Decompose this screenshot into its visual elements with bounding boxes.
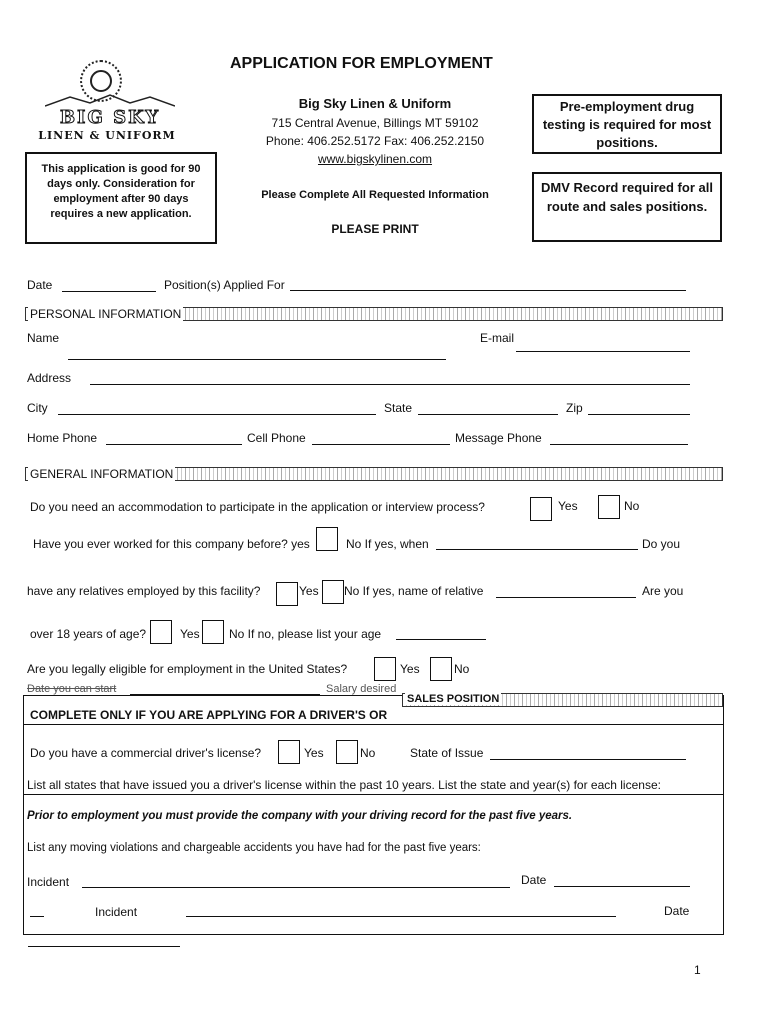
salary-label: Salary desired: [326, 683, 397, 695]
worked-before-question: Have you ever worked for this company before? yes: [33, 537, 310, 551]
accommodation-yes-checkbox[interactable]: [530, 497, 552, 521]
zip-label: Zip: [566, 401, 583, 415]
cdl-yes-label: Yes: [304, 746, 324, 760]
cdl-no-label: No: [360, 746, 376, 760]
company-address: 715 Central Avenue, Billings MT 59102: [271, 116, 479, 130]
incident-1-date-field[interactable]: [554, 886, 690, 887]
worked-before-yes-checkbox[interactable]: [316, 527, 338, 551]
email-field[interactable]: [516, 351, 690, 352]
personal-section-title: PERSONAL INFORMATION: [30, 307, 182, 321]
eligibility-no-label: No: [454, 662, 470, 676]
driver-section-title-a: SALES POSITION: [407, 693, 500, 705]
relatives-question-lead: Do you: [642, 537, 681, 551]
accommodation-no-label: No: [624, 499, 640, 513]
cdl-no-checkbox[interactable]: [336, 740, 358, 764]
state-label: State: [384, 401, 413, 415]
position-label: Position(s) Applied For: [164, 278, 285, 292]
incident-2-date-label: Date: [664, 904, 690, 918]
accommodation-no-checkbox[interactable]: [598, 495, 620, 519]
message-phone-field[interactable]: [550, 444, 688, 445]
accommodation-question: Do you need an accommodation to participate in the application or interview process?: [30, 500, 485, 514]
logo-subtitle-text: LINEN & UNIFORM: [38, 129, 176, 142]
date-label: Date: [27, 278, 53, 292]
general-section-title: GENERAL INFORMATION: [30, 467, 174, 481]
dmv-record-notice: DMV Record required for all route and sales positions.: [532, 172, 722, 242]
company-website[interactable]: www.bigskylinen.com: [317, 152, 433, 166]
start-date-label: Date you can start: [27, 683, 117, 695]
cdl-yes-checkbox[interactable]: [278, 740, 300, 764]
page-title: APPLICATION FOR EMPLOYMENT: [230, 55, 493, 72]
personal-section-header: [25, 307, 723, 321]
violations-instruction: List any moving violations and chargeable accidents you have had for the past five years:: [27, 842, 481, 854]
incident-2-date-field[interactable]: [28, 946, 180, 947]
cdl-question: Do you have a commercial driver's license?: [30, 746, 262, 760]
general-section-header: [25, 467, 723, 481]
age-question-lead: Are you: [642, 584, 684, 598]
age-yes-label: Yes: [180, 627, 200, 641]
name-label: Name: [27, 331, 60, 345]
state-of-issue-field[interactable]: [490, 759, 686, 760]
company-name: Big Sky Linen & Uniform: [298, 96, 452, 111]
relatives-yes-label: Yes: [299, 584, 319, 598]
accommodation-yes-label: Yes: [558, 499, 578, 513]
list-states-rule: [24, 794, 723, 795]
age-field[interactable]: [396, 639, 486, 640]
relatives-no-text: No If yes, name of relative: [344, 584, 484, 598]
position-field[interactable]: [290, 290, 686, 291]
eligibility-yes-checkbox[interactable]: [374, 657, 396, 681]
address-label: Address: [27, 371, 72, 385]
cell-phone-label: Cell Phone: [247, 431, 306, 445]
incident-2-marker: [30, 916, 44, 917]
state-field[interactable]: [418, 414, 558, 415]
instruction-text: Please Complete All Requested Information: [261, 189, 489, 201]
incident-1-field[interactable]: [82, 887, 510, 888]
relatives-yes-checkbox[interactable]: [276, 582, 298, 606]
zip-field[interactable]: [588, 414, 690, 415]
eligibility-yes-label: Yes: [400, 662, 420, 676]
mountain-icon: [45, 93, 175, 107]
address-field[interactable]: [90, 384, 690, 385]
age-yes-checkbox[interactable]: [150, 620, 172, 644]
relatives-no-checkbox[interactable]: [322, 580, 344, 604]
age-no-text: No If no, please list your age: [229, 627, 382, 641]
logo-brand-text: BIG SKY: [59, 107, 161, 128]
worked-before-when-field[interactable]: [436, 549, 638, 550]
incident-2-field[interactable]: [186, 916, 616, 917]
print-instruction: PLEASE PRINT: [331, 222, 419, 236]
page-number: 1: [694, 963, 701, 977]
driving-record-notice: Prior to employment you must provide the company with your driving record for the past five years.: [27, 810, 573, 822]
company-logo: [40, 55, 180, 145]
state-of-issue-label: State of Issue: [410, 746, 484, 760]
email-label: E-mail: [480, 331, 515, 345]
date-field[interactable]: [62, 291, 156, 292]
name-field[interactable]: [68, 359, 446, 360]
incident-2-label: Incident: [95, 905, 138, 919]
list-states-instruction: List all states that have issued you a driver's license within the past 10 years. List the state and year(s) for each license:: [27, 778, 661, 792]
cell-phone-field[interactable]: [312, 444, 450, 445]
home-phone-label: Home Phone: [27, 431, 98, 445]
city-label: City: [27, 401, 48, 415]
incident-1-label: Incident: [27, 875, 70, 889]
driver-section-header: [402, 693, 723, 707]
relative-name-field[interactable]: [496, 597, 636, 598]
relatives-question: have any relatives employed by this facility?: [27, 584, 261, 598]
worked-before-no-text: No If yes, when: [346, 537, 429, 551]
message-phone-label: Message Phone: [455, 431, 542, 445]
incident-1-date-label: Date: [521, 873, 547, 887]
eligibility-question: Are you legally eligible for employment in the United States?: [27, 662, 348, 676]
eligibility-no-checkbox[interactable]: [430, 657, 452, 681]
validity-notice: This application is good for 90 days only. Consideration for employment after 90 days requires a new application.: [25, 152, 217, 244]
company-phone-fax: Phone: 406.252.5172 Fax: 406.252.2150: [265, 134, 485, 148]
driver-section-title-b: COMPLETE ONLY IF YOU ARE APPLYING FOR A DRIVER'S OR: [30, 708, 388, 722]
drug-testing-notice: Pre-employment drug testing is required for most positions.: [532, 94, 722, 154]
age-question: over 18 years of age?: [30, 627, 147, 641]
age-no-checkbox[interactable]: [202, 620, 224, 644]
home-phone-field[interactable]: [106, 444, 242, 445]
city-field[interactable]: [58, 414, 376, 415]
driver-heading-rule: [24, 724, 723, 725]
